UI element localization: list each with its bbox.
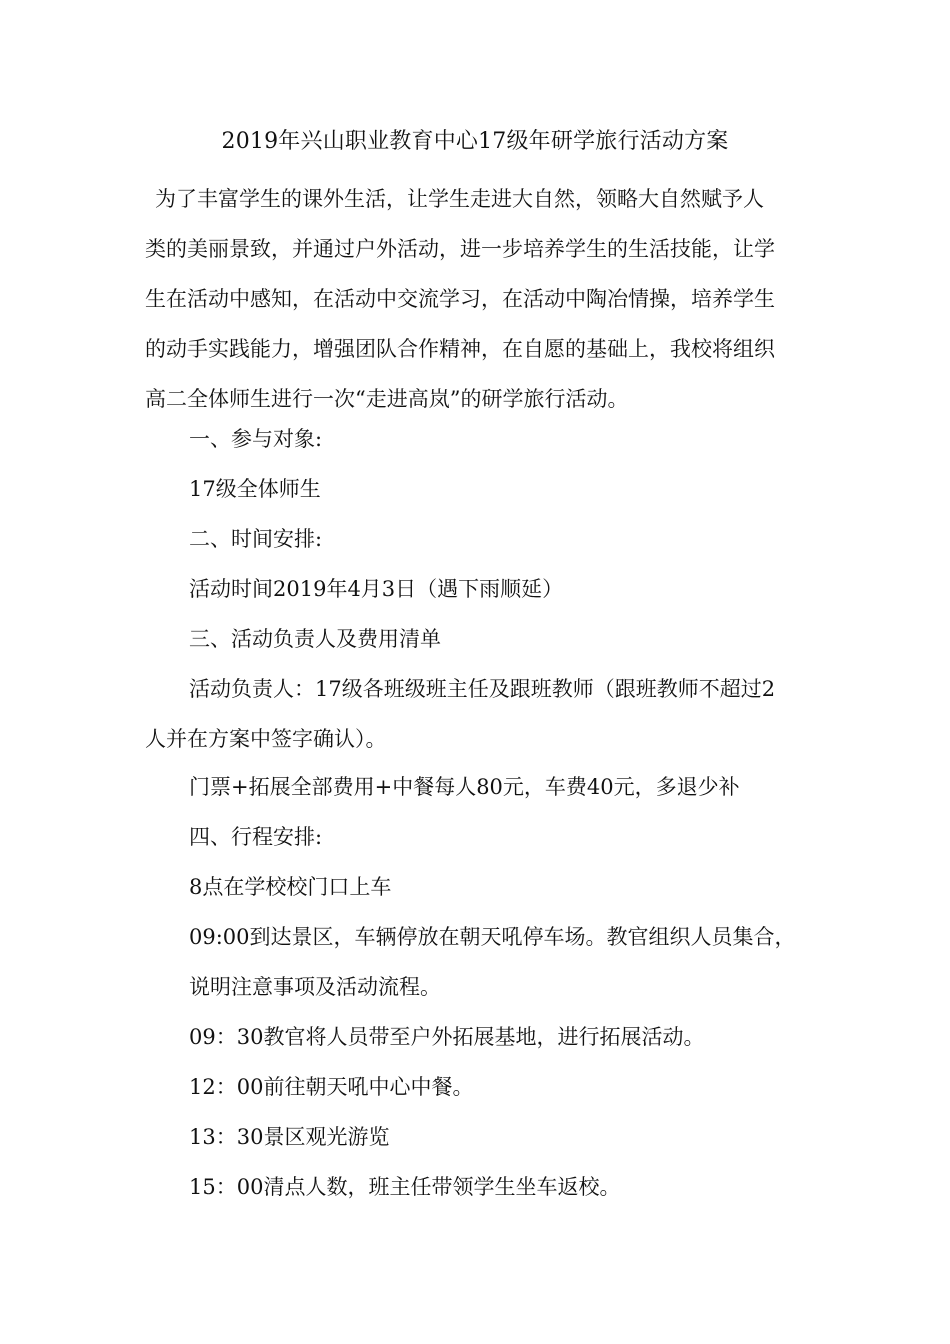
schedule-0930: 09：30教官将人员带至户外拓展基地，进行拓展活动。 bbox=[189, 1025, 705, 1049]
schedule-1500: 15：00清点人数，班主任带领学生坐车返校。 bbox=[189, 1175, 621, 1199]
schedule-1330: 13：30景区观光游览 bbox=[189, 1125, 390, 1149]
section4-heading: 四、行程安排: bbox=[189, 825, 323, 849]
section3-fee: 门票+拓展全部费用+中餐每人80元，车费40元，多退少补 bbox=[189, 775, 740, 799]
intro-line: 高二全体师生进行一次“走进高岚”的研学旅行活动。 bbox=[145, 387, 629, 411]
intro-line: 为了丰富学生的课外生活，让学生走进大自然，领略大自然赋予人 bbox=[155, 187, 764, 211]
intro-line: 的动手实践能力，增强团队合作精神，在自愿的基础上，我校将组织 bbox=[145, 337, 775, 361]
intro-line: 生在活动中感知，在活动中交流学习，在活动中陶冶情操，培养学生 bbox=[145, 287, 775, 311]
schedule-depart: 8点在学校校门口上车 bbox=[189, 875, 392, 899]
schedule-1200: 12：00前往朝天吼中心中餐。 bbox=[189, 1075, 474, 1099]
schedule-0900: 09:00到达景区，车辆停放在朝天吼停车场。教官组织人员集合， bbox=[189, 925, 796, 949]
section3-lead-line: 活动负责人：17级各班级班主任及跟班教师（跟班教师不超过2 bbox=[189, 677, 776, 701]
document-title: 2019年兴山职业教育中心17级年研学旅行活动方案 bbox=[221, 129, 729, 154]
section2-text: 活动时间2019年4月3日（遇下雨顺延） bbox=[189, 577, 564, 601]
section2-heading: 二、时间安排: bbox=[189, 527, 323, 551]
intro-paragraph bbox=[145, 174, 810, 424]
section3-lead-line: 人并在方案中签字确认）。 bbox=[145, 727, 387, 751]
section1-heading: 一、参与对象: bbox=[189, 427, 323, 451]
schedule-0900-cont: 说明注意事项及活动流程。 bbox=[189, 975, 441, 999]
intro-line: 类的美丽景致，并通过户外活动，进一步培养学生的生活技能，让学 bbox=[145, 237, 775, 261]
section1-text: 17级全体师生 bbox=[189, 477, 321, 501]
section3-heading: 三、活动负责人及费用清单 bbox=[189, 627, 441, 651]
